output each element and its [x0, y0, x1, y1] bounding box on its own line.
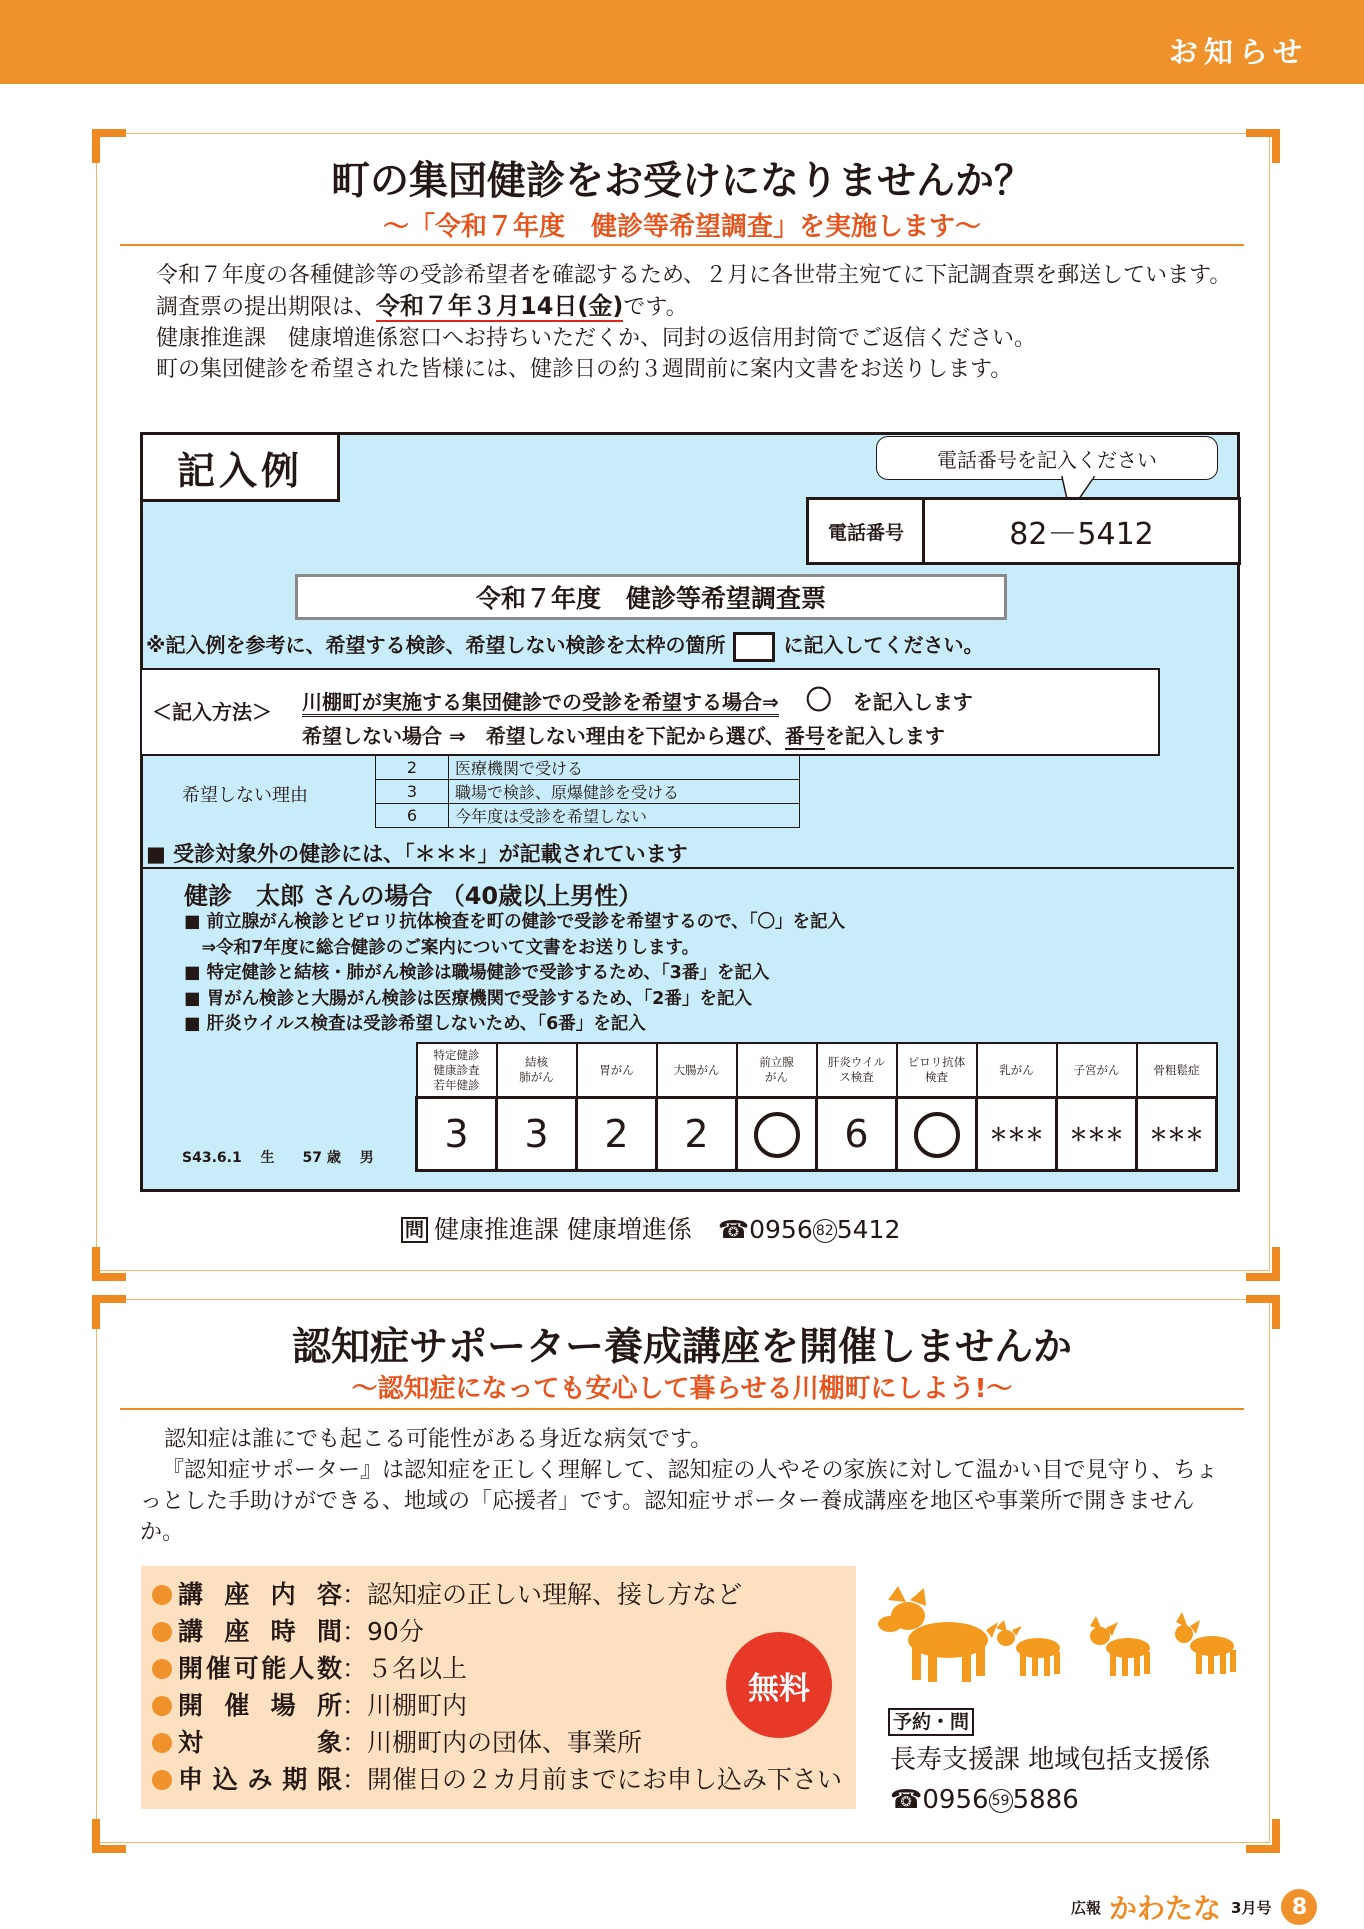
- thick-box-sample: [733, 632, 775, 662]
- reason-no: 2: [376, 756, 449, 780]
- page-number: 8: [1281, 1889, 1317, 1925]
- method-box: [140, 668, 1160, 756]
- intro-para-1: 令和７年度の各種健診等の受診希望者を確認するため、２月に各世帯主宛てに下記調査票を郵送しています。: [156, 263, 1232, 288]
- checkup-column-header: 乳がん: [977, 1043, 1057, 1098]
- deer-illustration: [866, 1582, 1250, 1690]
- footer-issue: 3月号: [1231, 1898, 1272, 1917]
- reservation-label: 予約・問: [888, 1708, 974, 1736]
- checkup-column-value: ＊＊＊: [1057, 1098, 1137, 1171]
- detail-value: 川棚町内: [367, 1691, 468, 1720]
- deadline-date: 令和７年３月14日(金): [376, 292, 624, 320]
- ninchi-contact: [890, 1740, 1210, 1820]
- birth-info: S43.6.1 生 57 歳 男: [182, 1150, 374, 1166]
- sample-label: 記入例: [140, 432, 340, 502]
- reason-no: 3: [376, 780, 449, 804]
- intro-para-4: 町の集団健診を希望された皆様には、健診日の約３週間前に案内文書をお送りします。: [156, 357, 1013, 382]
- phone-label: 電話番号: [806, 497, 926, 565]
- checkup-column-value: 3: [497, 1098, 577, 1171]
- checkup-column-value: 2: [577, 1098, 657, 1171]
- detail-label: 講座内容: [178, 1580, 342, 1609]
- kenshin-contact: [401, 1210, 900, 1246]
- deadline-prefix: 調査票の提出期限は、: [156, 295, 377, 320]
- contact-tel-prefix: ☎0956: [717, 1215, 813, 1244]
- kenshin-subtitle: ～「令和７年度 健診等希望調査」を実施します～: [382, 212, 981, 242]
- kenshin-title: 町の集団健診をお受けになりませんか？: [330, 159, 1033, 204]
- circle-mark: 〇: [805, 686, 832, 716]
- reason-text: 医療機関で受ける: [449, 756, 800, 780]
- reason-text: 今年度は受診を希望しない: [449, 804, 800, 828]
- method-label: ＜記入方法＞: [152, 700, 272, 724]
- list-item: [152, 1761, 842, 1798]
- detail-label: 対象: [178, 1728, 342, 1757]
- checkup-column-value: 6: [817, 1098, 897, 1171]
- detail-label: 開催可能人数: [178, 1654, 342, 1683]
- method-line-1-after: を記入します: [852, 690, 973, 714]
- frame-corner: [92, 1247, 126, 1281]
- title-rule: [120, 1408, 1244, 1410]
- detail-separator: ：: [342, 1691, 368, 1720]
- ninchi-subtitle: ～認知症になっても安心して暮らせる川棚町にしよう!～: [351, 1374, 1013, 1404]
- list-item: ⇒令和7年度に総合健診のご案内について文書をお送りします。: [184, 937, 700, 958]
- fill-note-after: に記入してください。: [783, 633, 984, 657]
- circle-mark: [914, 1112, 960, 1158]
- bullet-dot-icon: [152, 1770, 172, 1790]
- contact-tel-number: 5886: [1012, 1785, 1079, 1815]
- contact-tel-exchange: 59: [989, 1789, 1013, 1813]
- checkup-column-value: [897, 1098, 977, 1171]
- checkup-header-row: [417, 1043, 1217, 1098]
- checkup-column-value: 2: [657, 1098, 737, 1171]
- checkup-column-header: 大腸がん: [657, 1043, 737, 1098]
- circle-mark: [754, 1112, 800, 1158]
- method-line-2-b: 番号: [784, 724, 825, 748]
- list-item: [152, 1576, 842, 1613]
- checkup-column-value: ＊＊＊: [977, 1098, 1057, 1171]
- table-row: [376, 780, 800, 804]
- ninchi-title: 認知症サポーター養成講座を開催しませんか: [291, 1325, 1072, 1370]
- bullet-dot-icon: [152, 1696, 172, 1716]
- list-item: [152, 1724, 842, 1761]
- contact-tel: [890, 1780, 1210, 1820]
- table-row: [376, 756, 800, 780]
- ninchi-para-1: 認知症は誰にでも起こる可能性がある身近な病気です。: [164, 1427, 713, 1452]
- detail-label: 講座時間: [178, 1617, 342, 1646]
- checkup-column-header: 骨粗鬆症: [1137, 1043, 1217, 1098]
- list-item: ■ 胃がん検診と大腸がん検診は医療機関で受診するため、「2番」を記入: [184, 988, 752, 1009]
- list-item: ■ 肝炎ウイルス検査は受診希望しないため、「6番」を記入: [184, 1014, 646, 1034]
- example-title: 健診 太郎 さんの場合 （40歳以上男性）: [184, 882, 643, 910]
- checkup-value-row: [417, 1098, 1217, 1171]
- table-row: [376, 804, 800, 828]
- frame-corner: [1246, 1819, 1280, 1853]
- ninchi-intro: [140, 1424, 1234, 1548]
- phone-callout: 電話番号を記入ください: [876, 436, 1218, 480]
- bullet-dot-icon: [152, 1622, 172, 1642]
- reason-text: 職場で検診、原爆健診を受ける: [449, 780, 800, 804]
- checkup-column-header: ピロリ抗体 検査: [897, 1043, 977, 1098]
- kenshin-intro: [134, 260, 1232, 385]
- intro-para-deadline: [134, 291, 1232, 323]
- method-line-1-text: 川棚町が実施する集団健診での受診を希望する場合⇒: [302, 690, 779, 717]
- ninchi-para-2: 『認知症サポーター』は認知症を正しく理解して、認知症の人やその家族に対して温かい目で見守り、ちょっとした手助けができる、地域の「応援者」です。認知症サポーター養成講座を地区や事業所で開きませんか。: [140, 1458, 1218, 1545]
- fill-note: [146, 629, 983, 662]
- checkup-column-value: ＊＊＊: [1137, 1098, 1217, 1171]
- checkup-column-header: 特定健診 健康診査 若年健診: [417, 1043, 497, 1098]
- detail-separator: ：: [342, 1654, 368, 1683]
- contact-dept: 健康推進課 健康増進係: [434, 1215, 692, 1244]
- frame-corner: [92, 1819, 126, 1853]
- intro-para-3: 健康推進課 健康増進係窓口へお持ちいただくか、同封の返信用封筒でご返信ください。: [156, 326, 1037, 351]
- contact-tel-prefix: ☎0956: [890, 1785, 989, 1815]
- header-bar: [0, 0, 1364, 84]
- bullet-dot-icon: [152, 1659, 172, 1679]
- reason-table: [375, 755, 800, 828]
- contact-tel-exchange: 82: [813, 1219, 837, 1243]
- bullet-dot-icon: [152, 1585, 172, 1605]
- excluded-note: ■ 受診対象外の健診には、「＊＊＊」が記載されています: [146, 842, 688, 866]
- bullet-dot-icon: [152, 1733, 172, 1753]
- detail-separator: ：: [342, 1728, 368, 1757]
- form-divider: [143, 867, 1234, 869]
- detail-value: 認知症の正しい理解、接し方など: [367, 1580, 743, 1609]
- detail-value: ５名以上: [367, 1654, 468, 1683]
- phone-value: 82－5412: [922, 497, 1241, 565]
- detail-separator: ：: [342, 1617, 368, 1646]
- frame-corner: [1246, 1247, 1280, 1281]
- survey-title: 令和７年度 健診等希望調査票: [295, 574, 1007, 620]
- checkup-column-value: [737, 1098, 817, 1171]
- example-list: [184, 910, 845, 1038]
- checkup-column-header: 子宮がん: [1057, 1043, 1137, 1098]
- fill-note-before: ※記入例を参考に、希望する検診、希望しない検診を太枠の箇所: [146, 633, 726, 657]
- checkup-column-header: 結核 肺がん: [497, 1043, 577, 1098]
- checkup-table: [415, 1042, 1218, 1172]
- method-line-2-a: 希望しない場合 ⇒ 希望しない理由を下記から選び、: [302, 724, 785, 748]
- method-line-2: [302, 720, 945, 749]
- deadline-suffix: です。: [623, 295, 688, 320]
- inquiry-mark: 問: [401, 1217, 428, 1243]
- list-item: ■ 特定健診と結核・肺がん検診は職場健診で受診するため、「3番」を記入: [184, 963, 770, 983]
- detail-label: 開催場所: [178, 1691, 342, 1720]
- reason-label: 希望しない理由: [182, 785, 308, 806]
- method-line-2-c: を記入します: [824, 724, 945, 748]
- contact-tel-number: 5412: [836, 1215, 901, 1244]
- detail-separator: ：: [342, 1580, 368, 1609]
- detail-value: 開催日の２カ月前までにお申し込み下さい: [367, 1765, 843, 1794]
- title-rule: [120, 244, 1244, 246]
- footer-brand: かわたな: [1109, 1892, 1222, 1925]
- page-footer: [1071, 1887, 1317, 1927]
- category-label: お知らせ: [1168, 35, 1308, 69]
- list-item: ■ 前立腺がん検診とピロリ抗体検査を町の健診で受診を希望するので、「〇」を記入: [184, 912, 846, 932]
- detail-separator: ：: [342, 1765, 368, 1794]
- reason-no: 6: [376, 804, 449, 828]
- free-badge: 無料: [726, 1632, 832, 1738]
- footer-koho: 広報: [1071, 1898, 1102, 1917]
- checkup-column-header: 前立腺 がん: [737, 1043, 817, 1098]
- checkup-column-header: 胃がん: [577, 1043, 657, 1098]
- checkup-column-header: 肝炎ウイル ス検査: [817, 1043, 897, 1098]
- method-line-1: [302, 680, 973, 717]
- detail-label: 申込み期限: [178, 1765, 342, 1794]
- list-item: [152, 1613, 842, 1650]
- detail-value: 川棚町内の団体、事業所: [367, 1728, 643, 1757]
- contact-dept: 長寿支援課 地域包括支援係: [890, 1745, 1211, 1775]
- checkup-column-value: 3: [417, 1098, 497, 1171]
- detail-value: 90分: [367, 1617, 424, 1646]
